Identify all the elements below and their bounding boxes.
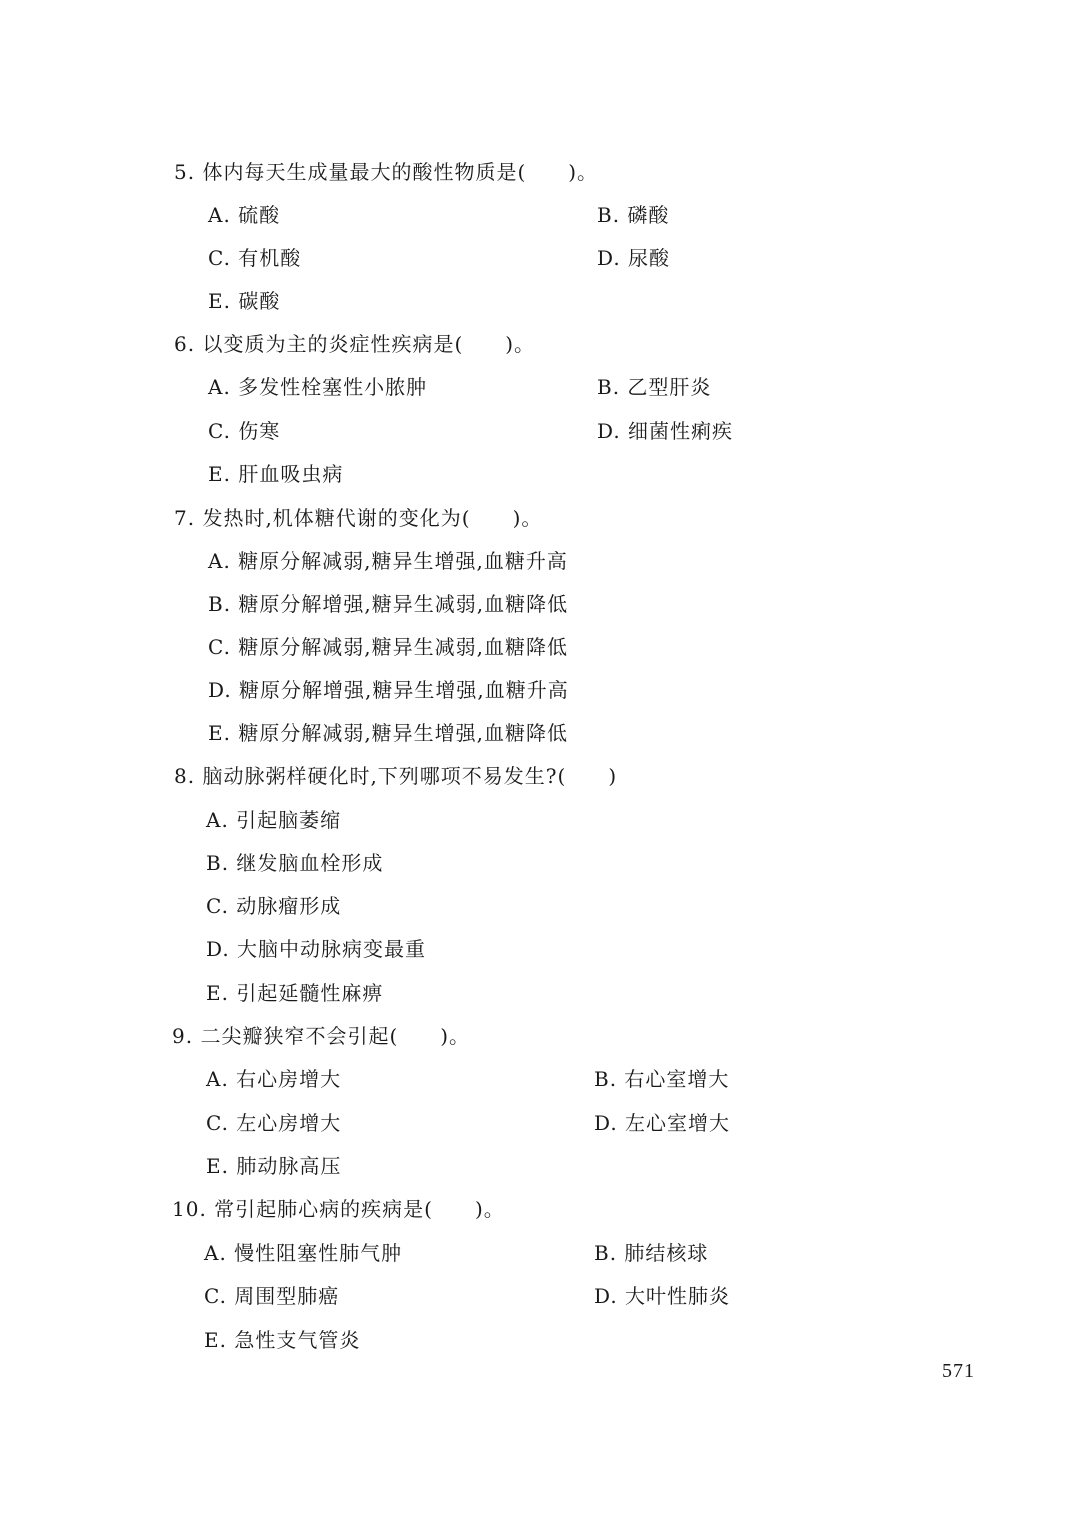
page-number: 571 bbox=[942, 1360, 975, 1382]
question-5-option-e: E. 碳酸 bbox=[208, 289, 281, 313]
question-8-option-a: A. 引起脑萎缩 bbox=[206, 808, 342, 832]
question-9-option-c: C. 左心房增大 bbox=[206, 1111, 342, 1135]
question-7-option-a: A. 糖原分解减弱,糖异生增强,血糖升高 bbox=[208, 549, 568, 573]
question-5-option-b: B. 磷酸 bbox=[597, 203, 670, 227]
question-7-option-c: C. 糖原分解减弱,糖异生减弱,血糖降低 bbox=[208, 635, 569, 659]
question-6-option-c: C. 伤寒 bbox=[208, 419, 281, 443]
question-6-option-d: D. 细菌性痢疾 bbox=[597, 419, 734, 443]
question-5-option-a: A. 硫酸 bbox=[208, 203, 281, 227]
question-8-option-e: E. 引起延髓性麻痹 bbox=[206, 981, 384, 1005]
question-7-option-d: D. 糖原分解增强,糖异生增强,血糖升高 bbox=[208, 678, 569, 702]
question-10-stem: 10. 常引起肺心病的疾病是( )。 bbox=[172, 1197, 505, 1221]
question-9-stem: 9. 二尖瓣狭窄不会引起( )。 bbox=[172, 1024, 471, 1048]
question-7-option-e: E. 糖原分解减弱,糖异生增强,血糖降低 bbox=[208, 721, 569, 745]
question-9-option-d: D. 左心室增大 bbox=[594, 1111, 731, 1135]
question-7-option-b: B. 糖原分解增强,糖异生减弱,血糖降低 bbox=[208, 592, 569, 616]
question-10-option-d: D. 大叶性肺炎 bbox=[594, 1284, 731, 1308]
question-9-option-a: A. 右心房增大 bbox=[206, 1067, 342, 1091]
question-10-option-a: A. 慢性阻塞性肺气肿 bbox=[204, 1241, 403, 1265]
question-9-option-e: E. 肺动脉高压 bbox=[206, 1154, 342, 1178]
question-7-stem: 7. 发热时,机体糖代谢的变化为( )。 bbox=[174, 506, 543, 530]
question-10-option-b: B. 肺结核球 bbox=[594, 1241, 709, 1265]
question-8-option-d: D. 大脑中动脉病变最重 bbox=[206, 937, 427, 961]
question-6-option-e: E. 肝血吸虫病 bbox=[208, 462, 344, 486]
question-9-option-b: B. 右心室增大 bbox=[594, 1067, 730, 1091]
question-5-option-c: C. 有机酸 bbox=[208, 246, 302, 270]
question-6-option-a: A. 多发性栓塞性小脓肿 bbox=[208, 375, 428, 399]
question-8-option-b: B. 继发脑血栓形成 bbox=[206, 851, 384, 875]
question-6-option-b: B. 乙型肝炎 bbox=[597, 375, 712, 399]
question-10-option-c: C. 周围型肺癌 bbox=[204, 1284, 340, 1308]
question-8-option-c: C. 动脉瘤形成 bbox=[206, 894, 342, 918]
question-6-stem: 6. 以变质为主的炎症性疾病是( )。 bbox=[174, 332, 536, 356]
question-10-option-e: E. 急性支气管炎 bbox=[204, 1328, 361, 1352]
question-8-stem: 8. 脑动脉粥样硬化时,下列哪项不易发生?( ) bbox=[174, 764, 618, 788]
question-5-stem: 5. 体内每天生成量最大的酸性物质是( )。 bbox=[174, 160, 599, 184]
question-5-option-d: D. 尿酸 bbox=[597, 246, 671, 270]
